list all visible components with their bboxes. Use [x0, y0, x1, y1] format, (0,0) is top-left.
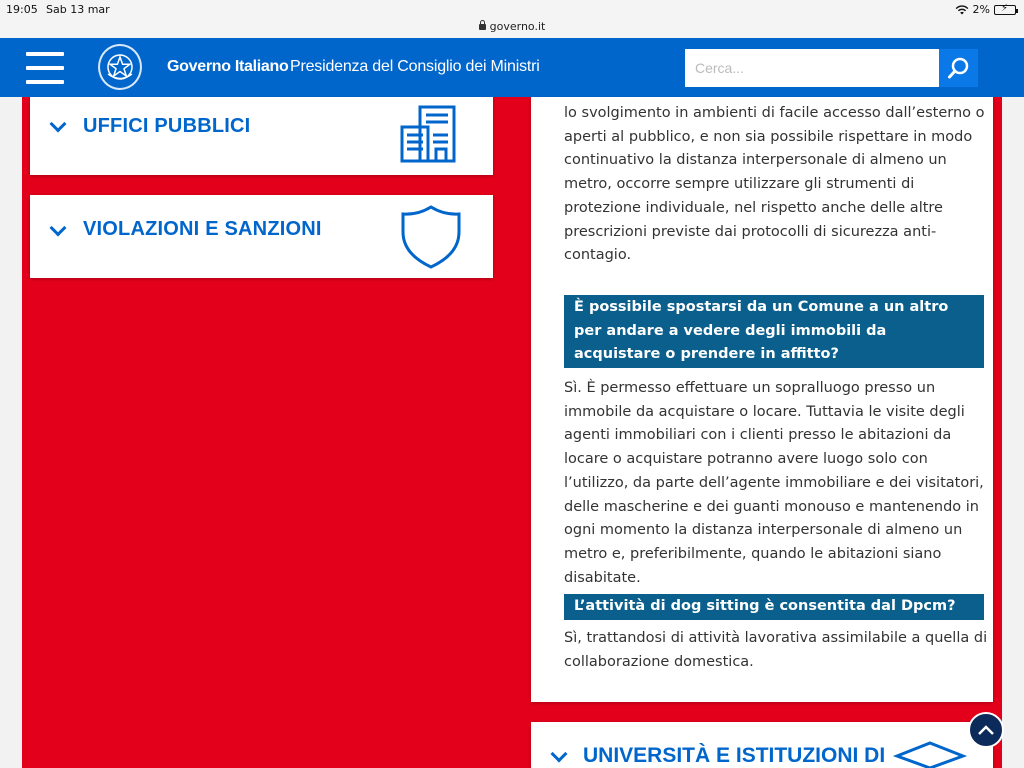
battery-percent: 2%	[972, 3, 990, 16]
wifi-icon	[955, 5, 969, 15]
brand-title[interactable]: Governo Italiano	[167, 58, 289, 75]
emblem-star-icon	[103, 50, 137, 84]
italian-republic-emblem-icon[interactable]	[98, 44, 142, 90]
search-button[interactable]	[939, 49, 978, 87]
brand-subtitle[interactable]: Presidenza del Consiglio dei Ministri	[290, 58, 540, 75]
scroll-to-top-button[interactable]	[968, 712, 1004, 748]
accordion-title[interactable]: VIOLAZIONI E SANZIONI	[83, 218, 322, 240]
chevron-up-icon	[977, 724, 995, 736]
lock-icon	[479, 24, 486, 30]
address-bar[interactable]	[0, 20, 1024, 38]
office-building-icon	[400, 105, 458, 163]
faq-answer: Sì, trattandosi di attività lavorativa assimilabile a quella di collaborazione domestica.	[564, 630, 988, 670]
url-text: governo.it	[489, 20, 546, 33]
shield-icon	[400, 204, 462, 270]
faq-question: L’attività di dog sitting è consentita dal Dpcm?	[564, 594, 984, 620]
status-time: 19:05	[6, 3, 38, 16]
site-header	[0, 38, 1024, 97]
menu-icon[interactable]	[26, 52, 66, 84]
faq-answer: Sì. È permesso effettuare un sopralluogo presso un immobile da acquistare o locare. Tuttavia le visite degli agenti immobiliari con i clienti presso le abitazioni da locare o acquistare potranno avere luogo solo con l’utilizzo, da parte dell’agente immobiliare e dei visitatori, delle mascherine e dei guanti monouso e mantenendo in ogni momento la distanza interpersonale di almeno un metro e, preferibilmente, quando le abitazioni siano disabitate.	[564, 380, 984, 586]
status-bar	[0, 0, 1024, 20]
battery-icon: ⚡	[994, 5, 1016, 15]
accordion-title[interactable]: UNIVERSITÀ E ISTITUZIONI DI	[583, 744, 886, 767]
accordion-title[interactable]: UFFICI PUBBLICI	[83, 115, 251, 137]
graduation-cap-icon	[893, 740, 967, 768]
article-intro-text: lo svolgimento in ambienti di facile accesso dall’esterno o aperti al pubblico, e non sia possibile rispettare in modo continuativo la distanza interpersonale di almeno un metro, occorre sempre utilizzare gli strumenti di protezione individuale, nel rispetto anche delle altre prescrizioni previste dai protocolli di sicurezza anti-contagio.	[564, 105, 985, 264]
status-right	[955, 3, 1016, 16]
search-input[interactable]	[685, 49, 939, 87]
search-icon	[947, 56, 971, 80]
status-date: Sab 13 mar	[46, 3, 110, 16]
faq-question: È possibile spostarsi da un Comune a un altro per andare a vedere degli immobili da acquistare o prendere in affitto?	[564, 295, 984, 368]
